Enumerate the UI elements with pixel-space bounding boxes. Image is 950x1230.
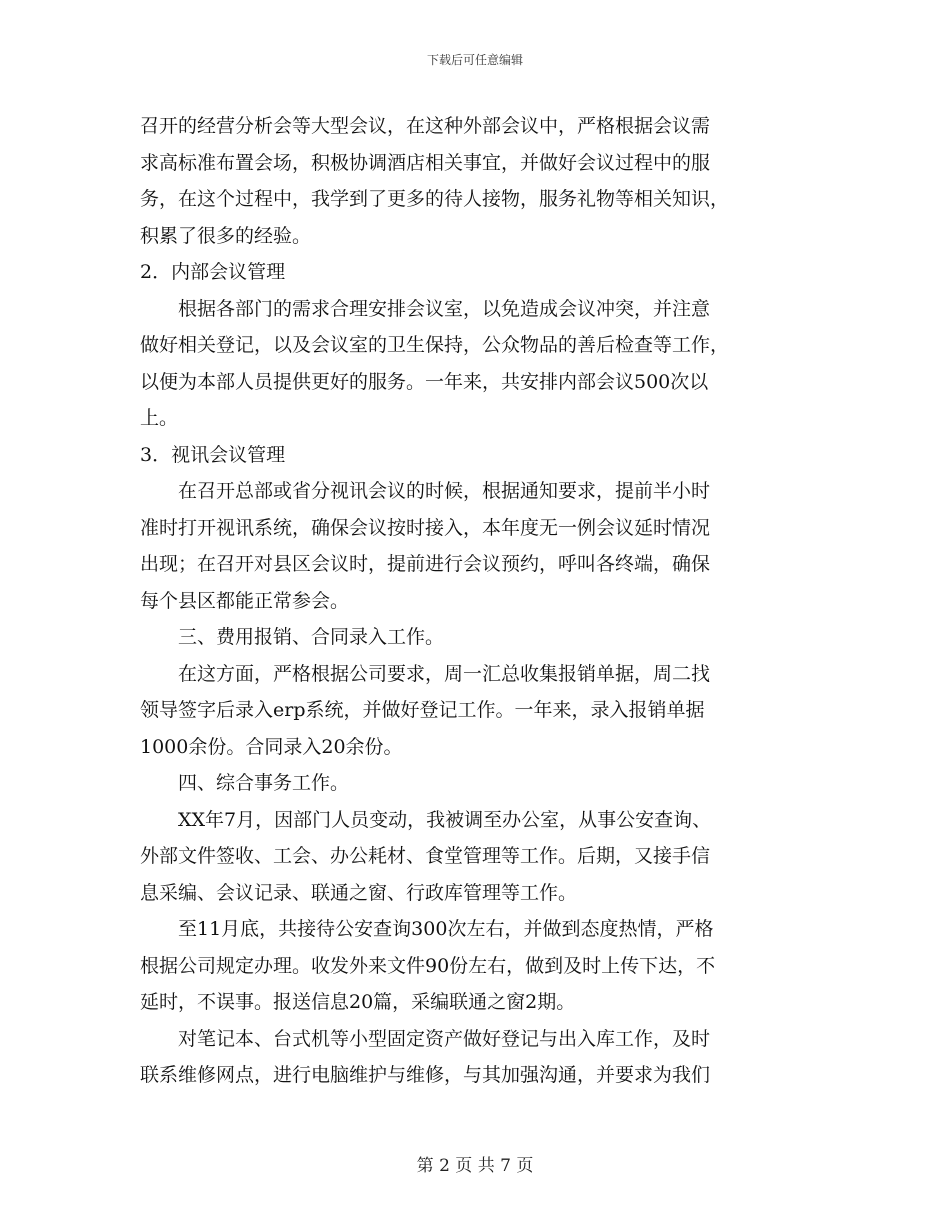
body-line: 做好相关登记，以及会议室的卫生保持，公众物品的善后检查等工作， bbox=[140, 334, 730, 356]
body-line: 出现；在召开对县区会议时，提前进行会议预约，呼叫各终端，确保 bbox=[140, 553, 711, 575]
body-line: 每个县区都能正常参会。 bbox=[140, 589, 350, 612]
body-line: 召开的经营分析会等大型会议，在这种外部会议中，严格根据会议需 bbox=[140, 115, 711, 137]
body-line: XX年7月，因部门人员变动，我被调至办公室，从事公安查询、 bbox=[140, 808, 712, 831]
page-header-note: 下载后可任意编辑 bbox=[426, 53, 523, 67]
body-line: 务，在这个过程中，我学到了更多的待人接物，服务礼物等相关知识， bbox=[140, 188, 730, 210]
body-line: 1000余份。合同录入20余份。 bbox=[140, 735, 403, 758]
section-heading: 3．视讯会议管理 bbox=[140, 443, 286, 466]
body-line: 积累了很多的经验。 bbox=[140, 224, 312, 247]
body-line: 对笔记本、台式机等小型固定资产做好登记与出入库工作，及时 bbox=[140, 1027, 711, 1050]
page-number: 第 2 页 共 7 页 bbox=[416, 1156, 534, 1176]
body-line: 准时打开视讯系统，确保会议按时接入，本年度无一例会议延时情况 bbox=[140, 516, 711, 539]
body-line: 根据各部门的需求合理安排会议室，以免造成会议冲突，并注意 bbox=[140, 297, 711, 320]
section-heading: 三、费用报销、合同录入工作。 bbox=[140, 626, 445, 648]
body-line: 以便为本部人员提供更好的服务。一年来，共安排内部会议500次以 bbox=[140, 370, 709, 393]
body-line: 外部文件签收、工会、办公耗材、食堂管理等工作。后期，又接手信 bbox=[140, 845, 711, 867]
body-line: 在召开总部或省分视讯会议的时候，根据通知要求，提前半小时 bbox=[140, 480, 711, 502]
body-line: 在这方面，严格根据公司要求，周一汇总收集报销单据，周二找 bbox=[140, 662, 711, 685]
body-line: 根据公司规定办理。收发外来文件90份左右，做到及时上传下达，不 bbox=[140, 954, 716, 977]
body-line: 求高标准布置会场，积极协调酒店相关事宜，并做好会议过程中的服 bbox=[140, 151, 711, 174]
body-line: 上。 bbox=[140, 407, 179, 429]
body-line: 息采编、会议记录、联通之窗、行政库管理等工作。 bbox=[140, 881, 578, 904]
body-line: 联系维修网点，进行电脑维护与维修，与其加强沟通，并要求为我们 bbox=[140, 1064, 711, 1086]
section-heading: 四、综合事务工作。 bbox=[140, 772, 350, 794]
document-body bbox=[140, 108, 810, 1094]
body-line: 延时，不误事。报送信息20篇，采编联通之窗2期。 bbox=[140, 991, 576, 1013]
section-heading: 2．内部会议管理 bbox=[140, 261, 286, 283]
body-line: 领导签字后录入erp系统，并做好登记工作。一年来，录入报销单据 bbox=[140, 699, 705, 721]
body-line: 至11月底，共接待公安查询300次左右，并做到态度热情，严格 bbox=[140, 918, 714, 940]
